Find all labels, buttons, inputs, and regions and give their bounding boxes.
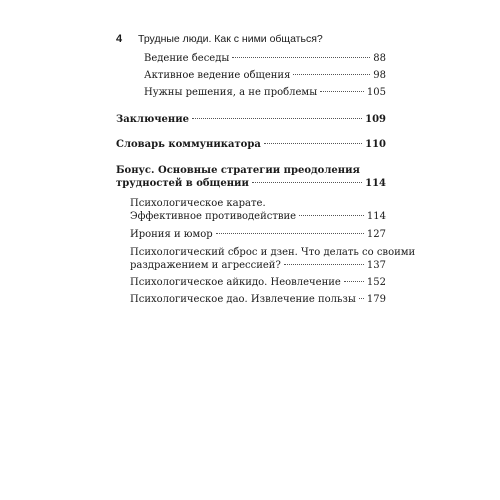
toc-entry-title: Ирония и юмор xyxy=(130,229,213,240)
toc-entry[interactable] xyxy=(130,294,386,305)
dot-leader xyxy=(293,74,370,75)
dot-leader xyxy=(252,182,362,183)
dot-leader xyxy=(299,215,364,216)
running-header xyxy=(116,33,323,45)
toc-entry-page: 179 xyxy=(366,294,386,305)
toc-entry[interactable] xyxy=(130,277,386,288)
toc-entry-title: Психологическое дао. Извлечение пользы xyxy=(130,294,356,305)
toc-entry-chapter[interactable] xyxy=(116,139,386,150)
toc-entry-title: Ведение беседы xyxy=(144,53,230,64)
toc-entry-page: 114 xyxy=(366,211,386,222)
toc-entry-page: 109 xyxy=(365,114,386,125)
toc-entry-title-line1: Бонус. Основные стратегии преодоления xyxy=(116,165,360,176)
dot-leader xyxy=(284,264,364,265)
dot-leader xyxy=(264,143,362,144)
toc-entry[interactable] xyxy=(130,229,386,240)
toc-entry-title-line2: трудностей в общении xyxy=(116,178,249,189)
toc-entry-title: Психологическое айкидо. Неовлечение xyxy=(130,277,341,288)
toc-entry-title: Заключение xyxy=(116,114,189,125)
toc-entry-title: Нужны решения, а не проблемы xyxy=(144,87,318,98)
toc-entry-page: 110 xyxy=(365,139,386,150)
running-title: Трудные люди. Как с ними общаться? xyxy=(138,33,323,45)
dot-leader xyxy=(344,281,364,282)
toc-entry-chapter[interactable] xyxy=(116,165,386,189)
toc-entry-page: 98 xyxy=(373,70,386,81)
toc-entry-title-line2: Эффективное противодействие xyxy=(130,211,297,222)
toc-entry-page: 114 xyxy=(365,178,386,189)
toc-entry-title: Активное ведение общения xyxy=(144,70,291,81)
toc-entry-title-line1: Психологический сброс и дзен. Что делать со своими xyxy=(130,247,416,258)
toc-entry[interactable] xyxy=(144,87,386,98)
dot-leader xyxy=(232,57,370,58)
toc-entry-page: 152 xyxy=(366,277,386,288)
toc-entry[interactable] xyxy=(144,53,386,64)
dot-leader xyxy=(216,233,364,234)
toc-entry[interactable] xyxy=(130,247,416,271)
toc-entry[interactable] xyxy=(144,70,386,81)
toc-entry-title: Словарь коммуникатора xyxy=(116,139,261,150)
toc-entry-title-line1: Психологическое карате. xyxy=(130,198,266,209)
toc-entry-title-line2: раздражением и агрессией? xyxy=(130,260,281,271)
toc-entry-page: 137 xyxy=(366,260,386,271)
dot-leader xyxy=(359,298,364,299)
toc-entry[interactable] xyxy=(130,198,386,222)
toc-entry-page: 127 xyxy=(366,229,386,240)
toc-entry-chapter[interactable] xyxy=(116,114,386,125)
dot-leader xyxy=(192,118,362,119)
toc-entry-page: 88 xyxy=(373,53,386,64)
page-number: 4 xyxy=(116,33,123,45)
toc-entry-page: 105 xyxy=(366,87,386,98)
dot-leader xyxy=(320,91,364,92)
